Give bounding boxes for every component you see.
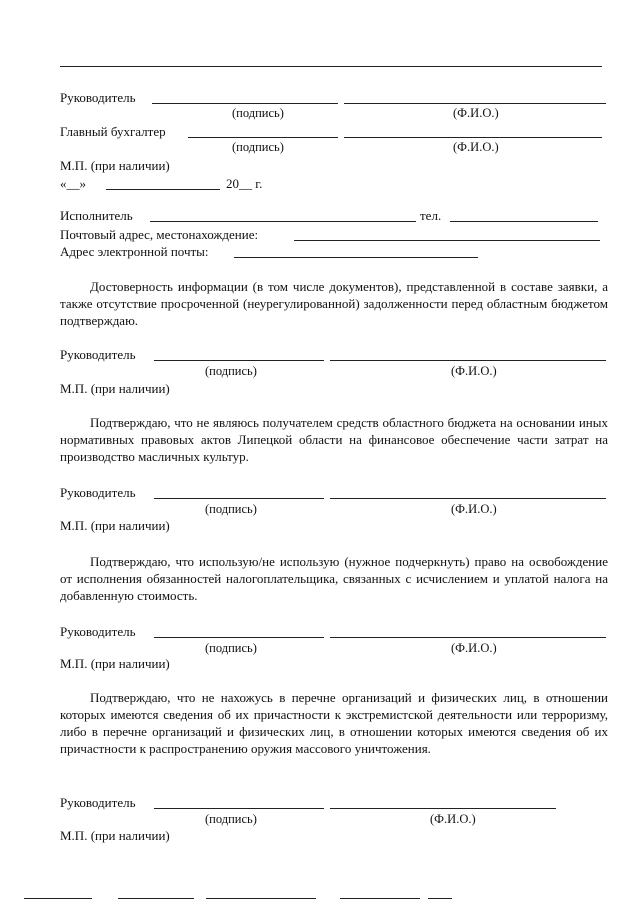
bottom-rule-fragment [340, 898, 420, 899]
phone-label: тел. [420, 208, 442, 223]
name-caption: (Ф.И.О.) [451, 641, 497, 655]
head-signature-field[interactable] [154, 808, 324, 809]
signature-caption: (подпись) [232, 106, 284, 120]
phone-field[interactable] [450, 221, 598, 222]
email-field[interactable] [234, 257, 478, 258]
head-label: Руководитель [60, 90, 136, 105]
bottom-rule-fragment [118, 898, 194, 899]
bottom-rule-fragment [24, 898, 92, 899]
accountant-signature-field[interactable] [188, 137, 338, 138]
address-label: Почтовый адрес, местонахождение: [60, 227, 259, 242]
signature-caption: (подпись) [205, 641, 257, 655]
name-caption: (Ф.И.О.) [430, 812, 476, 826]
stamp-label: М.П. (при наличии) [60, 518, 170, 533]
head-label: Руководитель [60, 485, 136, 500]
bottom-rule-fragment [206, 898, 316, 899]
accountant-label: Главный бухгалтер [60, 124, 166, 139]
statement-3: Подтверждаю, что использую/не использую (нужное подчеркнуть) право на освобождение от исполнения обязанностей налогоплательщика, связанных с исчислением и уплатой налога на добавленную стоимость. [60, 554, 608, 603]
head-name-field[interactable] [330, 808, 556, 809]
head-label: Руководитель [60, 624, 136, 639]
stamp-label: М.П. (при наличии) [60, 381, 170, 396]
stamp-label: М.П. (при наличии) [60, 158, 170, 173]
signature-caption: (подпись) [205, 812, 257, 826]
statement-1: Достоверность информации (в том числе документов), представленной в составе заявки, а также отсутствие просроченной (неурегулированной) задолженности перед областным бюджетом подтверждаю. [60, 279, 608, 328]
date-month-field[interactable] [106, 189, 220, 190]
head-name-field[interactable] [344, 103, 606, 104]
executor-label: Исполнитель [60, 208, 133, 223]
name-caption: (Ф.И.О.) [453, 106, 499, 120]
head-name-field[interactable] [330, 637, 606, 638]
top-rule [60, 66, 602, 67]
signature-caption: (подпись) [205, 502, 257, 516]
signature-caption: (подпись) [205, 364, 257, 378]
name-caption: (Ф.И.О.) [451, 364, 497, 378]
stamp-label: М.П. (при наличии) [60, 656, 170, 671]
address-field[interactable] [294, 240, 600, 241]
email-label: Адрес электронной почты: [60, 244, 209, 259]
executor-field[interactable] [150, 221, 416, 222]
name-caption: (Ф.И.О.) [453, 140, 499, 154]
date-day: «__» [60, 176, 86, 191]
head-name-field[interactable] [330, 360, 606, 361]
head-signature-field[interactable] [154, 637, 324, 638]
accountant-name-field[interactable] [344, 137, 602, 138]
head-signature-field[interactable] [152, 103, 338, 104]
statement-2: Подтверждаю, что не являюсь получателем средств областного бюджета на основании иных нормативных правовых актов Липецкой области на финансовое обеспечение части затрат на производство масличных культур. [60, 415, 608, 464]
name-caption: (Ф.И.О.) [451, 502, 497, 516]
head-name-field[interactable] [330, 498, 606, 499]
head-label: Руководитель [60, 347, 136, 362]
head-label: Руководитель [60, 795, 136, 810]
stamp-label: М.П. (при наличии) [60, 828, 170, 843]
signature-caption: (подпись) [232, 140, 284, 154]
head-signature-field[interactable] [154, 360, 324, 361]
bottom-rule-fragment [428, 898, 452, 899]
head-signature-field[interactable] [154, 498, 324, 499]
date-year: 20__ г. [226, 176, 263, 191]
statement-4: Подтверждаю, что не нахожусь в перечне организаций и физических лиц, в отношении которых имеются сведения об их причастности к экстремистской деятельности или терроризму, либо в перечне организаций и физических лиц, в отношении которых имеются сведения об их причастности к распространению оружия массового уничтожения. [60, 690, 608, 756]
